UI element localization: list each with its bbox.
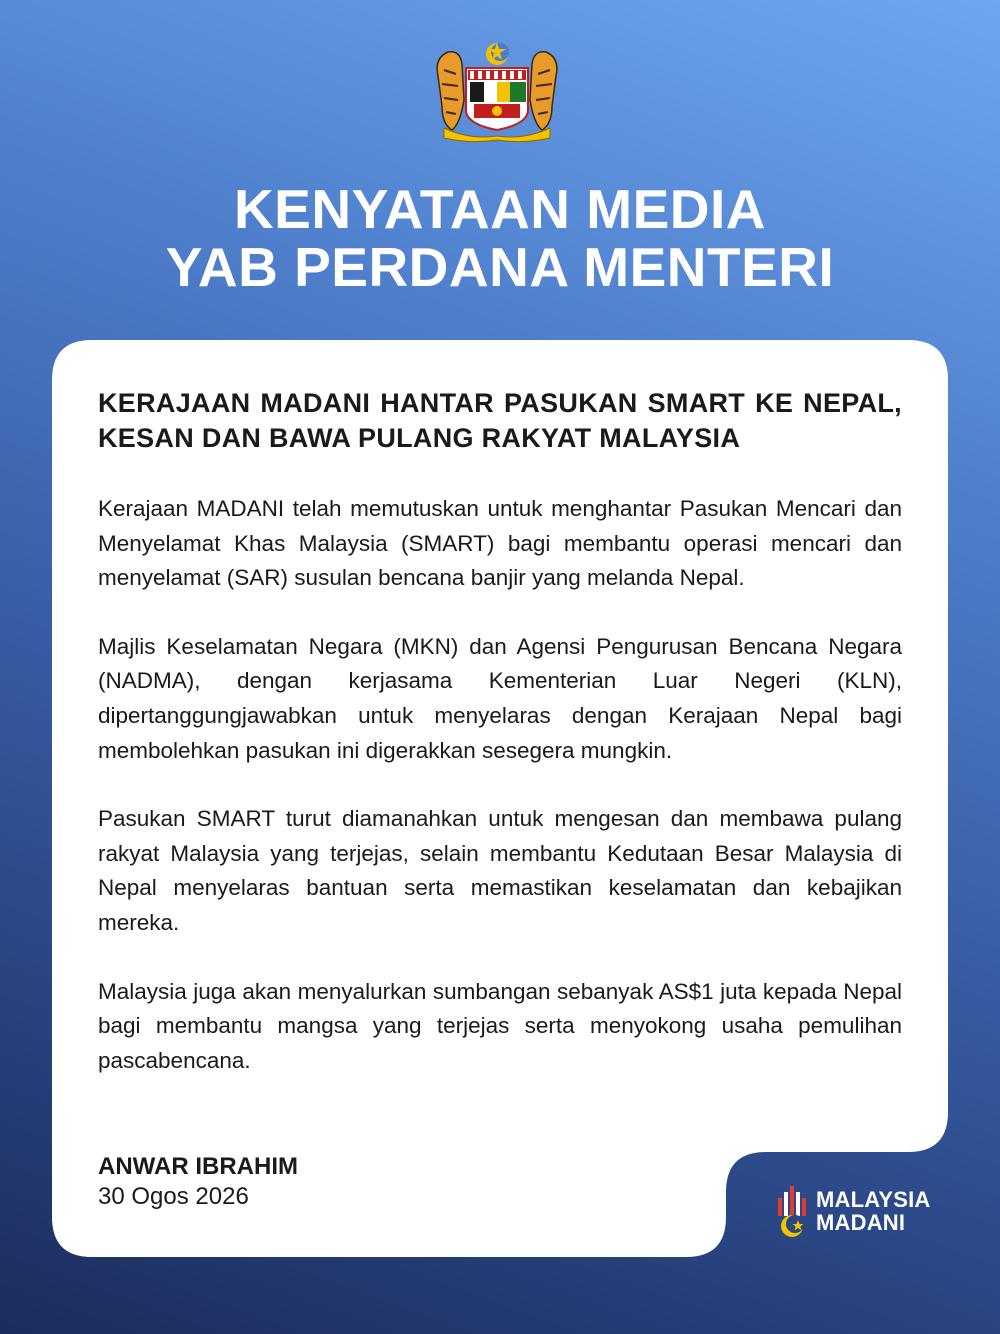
- heading-line-2: YAB PERDANA MENTERI: [165, 236, 835, 298]
- paragraph-3: Pasukan SMART turut diamanahkan untuk mengesan dan membawa pulang rakyat Malaysia yang terjejas, selain membantu Kedutaan Besar Malaysia di Nepal menyelaras bantuan serta memastikan keselamatan dan kebajikan mereka.: [98, 806, 902, 935]
- heading-line-1: KENYATAAN MEDIA: [233, 178, 767, 240]
- statement-title: KERAJAAN MADANI HANTAR PASUKAN SMART KE NEPAL, KESAN DAN BAWA PULANG RAKYAT MALAYSIA: [98, 388, 902, 453]
- statement-body: [98, 386, 902, 1112]
- statement-card: [52, 340, 948, 1257]
- signature-block: [98, 1152, 298, 1212]
- madani-logo-text: [816, 1188, 930, 1234]
- statement-date: 30 Ogos 2026: [98, 1183, 249, 1210]
- malaysia-madani-logo: [774, 1184, 944, 1240]
- media-statement-heading: [0, 180, 1000, 296]
- signatory-name: ANWAR IBRAHIM: [98, 1153, 298, 1180]
- coat-of-arms-icon: [430, 40, 564, 142]
- madani-logo-icon: [774, 1184, 810, 1240]
- paragraph-4: Malaysia juga akan menyalurkan sumbangan sebanyak AS$1 juta kepada Nepal bagi membantu mangsa yang terjejas serta menyokong usaha pemulihan pascabencana.: [98, 978, 902, 1073]
- paragraph-2: Majlis Keselamatan Negara (MKN) dan Agensi Pengurusan Bencana Negara (NADMA), dengan kerjasama Kementerian Luar Negeri (KLN), dipertanggungjawabkan untuk menyelaras dengan Kerajaan Nepal bagi membolehkan pasukan ini digerakkan sesegera mungkin.: [98, 633, 902, 763]
- paragraph-1: Kerajaan MADANI telah memutuskan untuk menghantar Pasukan Mencari dan Menyelamat Khas Malaysia (SMART) bagi membantu operasi mencari dan menyelamat (SAR) susulan bencana banjir yang melanda Nepal.: [98, 496, 902, 591]
- logo-line-2: MADANI: [816, 1210, 906, 1235]
- logo-line-1: MALAYSIA: [816, 1187, 931, 1212]
